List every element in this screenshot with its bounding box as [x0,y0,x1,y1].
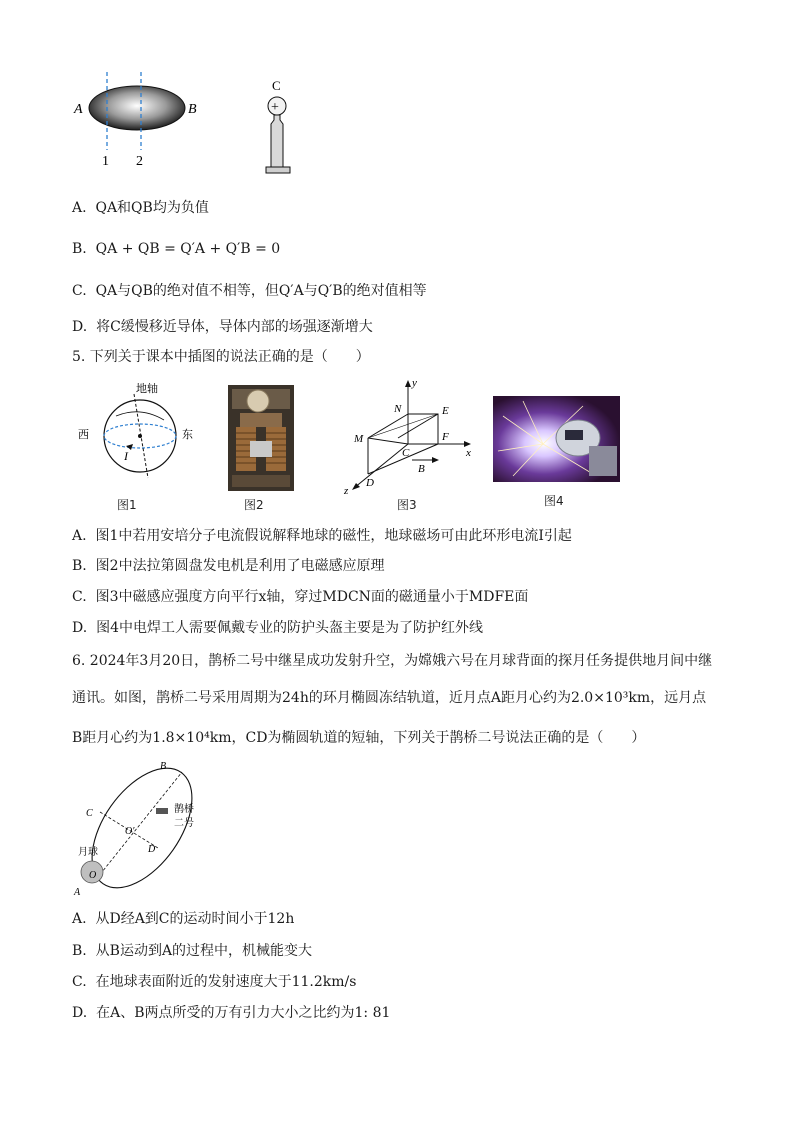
fig1-earth-current-loop [76,380,206,480]
q5-stem: 5. 下列关于课本中插图的说法正确的是（ ） [72,349,370,365]
q6-option-b: B. 从B运动到A的过程中，机械能变大 [72,943,313,959]
svg-text:鹊桥: 鹊桥 [174,804,194,815]
label-line-2: 2 [136,154,143,169]
q6-option-d: D. 在A、B两点所受的万有引力大小之比约为1: 81 [72,1005,391,1021]
q6-stem-line-3: B距月心约为1.8×10⁴km，CD为椭圆轨道的短轴，下列关于鹊桥二号说法正确的是（ ） [72,730,646,746]
fig1-caption: 图1 [117,498,137,512]
svg-text:月球: 月球 [78,847,98,858]
q6-stem-line-2: 通讯。如图，鹊桥二号采用周期为24h的环月椭圆冻结轨道，近月点A距月心约为2.0×10³km，远月点 [72,690,707,706]
q6-stem-line-1: 6. 2024年3月20日，鹊桥二号中继星成功发射升空，为嫦娥六号在月球背面的探月任务提供地月间中继 [72,653,713,669]
svg-text:B: B [418,463,425,475]
plus-sign: + [271,100,279,115]
fig1-west: 西 [78,428,89,441]
ellipsoid-conductor [89,86,185,130]
q5-option-b: B. 图2中法拉第圆盘发电机是利用了电磁感应原理 [72,558,385,574]
svg-text:D: D [148,844,156,855]
q6-option-a: A. 从D经A到C的运动时间小于12h [72,911,295,927]
svg-text:O′: O′ [125,826,135,837]
svg-text:y: y [412,377,417,389]
q5-option-c: C. 图3中磁感应强度方向平行x轴，穿过MDCN面的磁通量小于MDFE面 [72,589,529,605]
svg-text:N: N [394,403,402,415]
fig1-current: I [124,449,128,463]
label-line-1: 1 [102,154,109,169]
q4-option-d: D. 将C缓慢移近导体，导体内部的场强逐渐增大 [72,319,373,335]
fig2-caption: 图2 [244,498,264,512]
svg-text:二号: 二号 [174,818,194,829]
svg-text:E: E [442,405,449,417]
q5-option-a: A. 图1中若用安培分子电流假说解释地球的磁性，地球磁场可由此环形电流I引起 [72,528,572,544]
fig3-caption: 图3 [397,498,417,512]
q6-option-c: C. 在地球表面附近的发射速度大于11.2km/s [72,974,357,990]
svg-text:C: C [86,808,93,819]
svg-text:M: M [354,433,364,445]
fig1-axis-label: 地轴 [136,382,158,395]
svg-text:x: x [466,447,471,459]
insulating-stand [271,115,283,168]
fig4-welder-photo [493,396,620,482]
svg-text:C: C [402,447,410,459]
q4-option-c: C. QA与QB的绝对值不相等，但Q′A与Q′B的绝对值相等 [72,283,427,299]
fig3-prism-diagram [340,376,480,496]
q6-orbit-diagram [72,758,212,898]
label-b: B [188,102,197,117]
fig2-faraday-disc-photo [228,385,294,491]
svg-text:O: O [89,870,97,881]
fig4-caption: 图4 [544,494,564,508]
svg-text:D: D [366,477,374,489]
svg-text:B: B [160,761,167,772]
svg-text:F: F [442,431,449,443]
svg-text:z: z [344,485,349,496]
label-c: C [272,78,281,93]
q4-option-a: A. QA和QB均为负值 [72,200,209,216]
q4-option-b: B. QA + QB = Q′A + Q′B = 0 [72,241,281,257]
q5-option-d: D. 图4中电焊工人需要佩戴专业的防护头盔主要是为了防护红外线 [72,620,483,636]
svg-text:A: A [74,887,81,898]
conductor-figure [68,68,308,178]
fig1-east: 东 [182,428,193,441]
label-a: A [74,102,83,117]
